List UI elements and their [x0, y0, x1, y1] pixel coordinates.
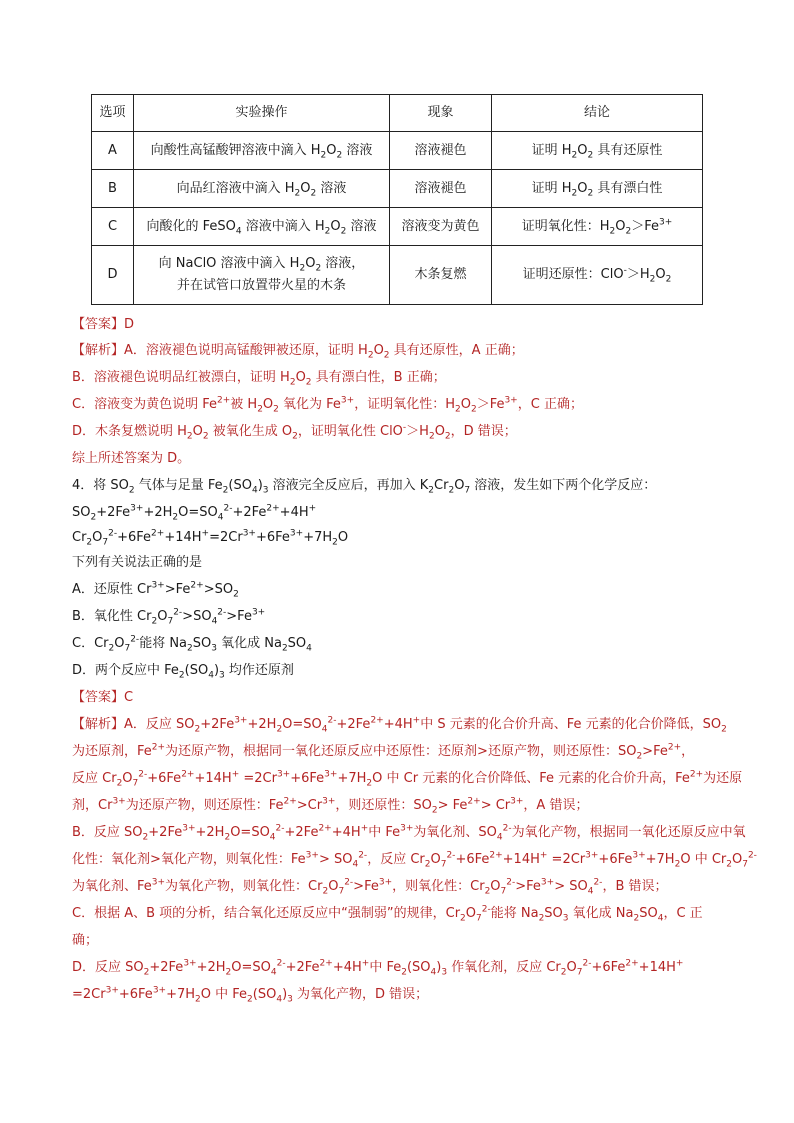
text-line: 确； [72, 933, 99, 948]
table-row [92, 208, 703, 246]
text-line: $=2Cr^{3+}+6Fe^{3+}+7H_2O$ 中 $Fe_2(SO_4)_3$ 为氧化产物，D 错误； [72, 985, 429, 1005]
row-phenomenon: 溶液变为黄色 [390, 208, 492, 246]
text-line: 剂，$Cr^{3+}$为还原产物，则还原性：$Fe^{2+}>Cr^{3+}$，则还原性：$SO_2> Fe^{2+}> Cr^{3+}$，A 错误； [72, 796, 589, 816]
text-line: 下列有关说法正确的是 [72, 555, 203, 570]
row-option: C [92, 208, 134, 246]
table-row [92, 170, 703, 208]
header-phenomenon: 现象 [390, 95, 492, 132]
table-header-row [92, 95, 703, 132]
row-conclusion: 证明 $H_2O_2$ 具有还原性 [492, 132, 703, 170]
text-line: D．反应 $SO_2+2Fe^{3+}+2H_2O=SO_4^{2-}+2Fe^{2+}+4H^+$中 $Fe_2(SO_4)_3$ 作氧化剂，反应 $Cr_2O_7^{2-}+6Fe^{2+}+14H^+$ [72, 958, 684, 978]
text-line: 【答案】D [72, 317, 135, 332]
text-line: 【答案】C [72, 690, 134, 705]
options-table [91, 94, 703, 305]
text-line: D．两个反应中 $Fe_2(SO_4)_3$ 均作还原剂 [72, 663, 294, 681]
text-line: A．还原性 $Cr^{3+}>Fe^{2+}>SO_2$ [72, 580, 239, 600]
text-line: 4．将 $SO_2$ 气体与足量 $Fe_2(SO_4)_3$ 溶液完全反应后，再加入 $K_2Cr_2O_7$ 溶液，发生如下两个化学反应： [72, 478, 657, 496]
header-conclusion: 结论 [492, 95, 703, 132]
row-phenomenon: 溶液褪色 [390, 132, 492, 170]
row-option: A [92, 132, 134, 170]
text-line: B．溶液褪色说明品红被漂白，证明 $H_2O_2$ 具有漂白性，B 正确； [72, 370, 446, 388]
text-line: 【解析】A．溶液褪色说明高锰酸钾被还原，证明 $H_2O_2$ 具有还原性，A 正确； [72, 343, 524, 361]
text-line: C．$Cr_2O_7^{2-}$能将 $Na_2SO_3$ 氧化成 $Na_2SO_4$ [72, 634, 312, 654]
text-line: C．溶液变为黄色说明 $Fe^{2+}$被 $H_2O_2$ 氧化为 $Fe^{3+}$，证明氧化性：$H_2O_2>Fe^{3+}$，C 正确； [72, 395, 583, 415]
text-line: $Cr_2O_7^{2-}+6Fe^{2+}+14H^+=2Cr^{3+}+6Fe^{3+}+7H_2O$ [72, 528, 349, 548]
row-conclusion: 证明 $H_2O_2$ 具有漂白性 [492, 170, 703, 208]
text-line: 【解析】A．反应 $SO_2+2Fe^{3+}+2H_2O=SO_4^{2-}+2Fe^{2+}+4H^+$中 S 元素的化合价升高、Fe 元素的化合价降低，$SO_2$ [72, 715, 727, 735]
text-line: 为还原剂，$Fe^{2+}$为还原产物，根据同一氧化还原反应中还原性：还原剂>还原产物，则还原性：$SO_2>Fe^{2+}$， [72, 742, 695, 762]
row-operation: 向酸化的 FeSO$_4$ 溶液中滴入 $H_2O_2$ 溶液 [134, 208, 390, 246]
row-option: B [92, 170, 134, 208]
row-operation: 向 NaClO 溶液中滴入 $H_2O_2$ 溶液， 并在试管口放置带火星的木条 [134, 246, 390, 305]
header-operation: 实验操作 [134, 95, 390, 132]
row-operation: 向品红溶液中滴入 $H_2O_2$ 溶液 [134, 170, 390, 208]
table-row [92, 246, 703, 305]
text-line: 综上所述答案为 D。 [72, 451, 191, 466]
text-line: B．反应 $SO_2+2Fe^{3+}+2H_2O=SO_4^{2-}+2Fe^{2+}+4H^+$中 $Fe^{3+}$为氧化剂、$SO_4^{2-}$为氧化产物，根据同一氧化还原反应中氧 [72, 823, 746, 843]
text-line: $SO_2+2Fe^{3+}+2H_2O=SO_4^{2-}+2Fe^{2+}+4H^+$ [72, 503, 317, 523]
header-option: 选项 [92, 95, 134, 132]
text-line: D．木条复燃说明 $H_2O_2$ 被氧化生成 $O_2$，证明氧化性 $ClO^->H_2O_2$，D 错误； [72, 422, 517, 442]
row-phenomenon: 溶液褪色 [390, 170, 492, 208]
row-operation: 向酸性高锰酸钾溶液中滴入 $H_2O_2$ 溶液 [134, 132, 390, 170]
text-line: C．根据 A、B 项的分析，结合氧化还原反应中“强制弱”的规律，$Cr_2O_7^{2-}$能将 $Na_2SO_3$ 氧化成 $Na_2SO_4$，C 正 [72, 904, 703, 924]
row-phenomenon: 木条复燃 [390, 246, 492, 305]
row-conclusion: 证明还原性：$ClO^->H_2O_2$ [492, 246, 703, 305]
text-line: 反应 $Cr_2O_7^{2-}+6Fe^{2+}+14H^+ =2Cr^{3+}+6Fe^{3+}+7H_2O$ 中 Cr 元素的化合价降低、Fe 元素的化合价升高，$Fe^{2+}$为还原 [72, 769, 743, 789]
row-conclusion: 证明氧化性：$H_2O_2>Fe^{3+}$ [492, 208, 703, 246]
text-line: B．氧化性 $Cr_2O_7^{2-}>SO_4^{2-}>Fe^{3+}$ [72, 607, 266, 627]
row-option: D [92, 246, 134, 305]
table-row [92, 132, 703, 170]
text-line: 为氧化剂、$Fe^{3+}$为氧化产物，则氧化性：$Cr_2O_7^{2-}>Fe^{3+}$，则氧化性：$Cr_2O_7^{2-}>Fe^{3+}> SO_4^{2-}$，B 错误； [72, 877, 668, 897]
text-line: 化性：氧化剂>氧化产物，则氧化性：$Fe^{3+}> SO_4^{2-}$，反应 $Cr_2O_7^{2-}+6Fe^{2+}+14H^+ =2Cr^{3+}+6Fe^{3+}+7H_2O$ 中 $Cr_2O_7^{2-}$ [72, 850, 757, 870]
